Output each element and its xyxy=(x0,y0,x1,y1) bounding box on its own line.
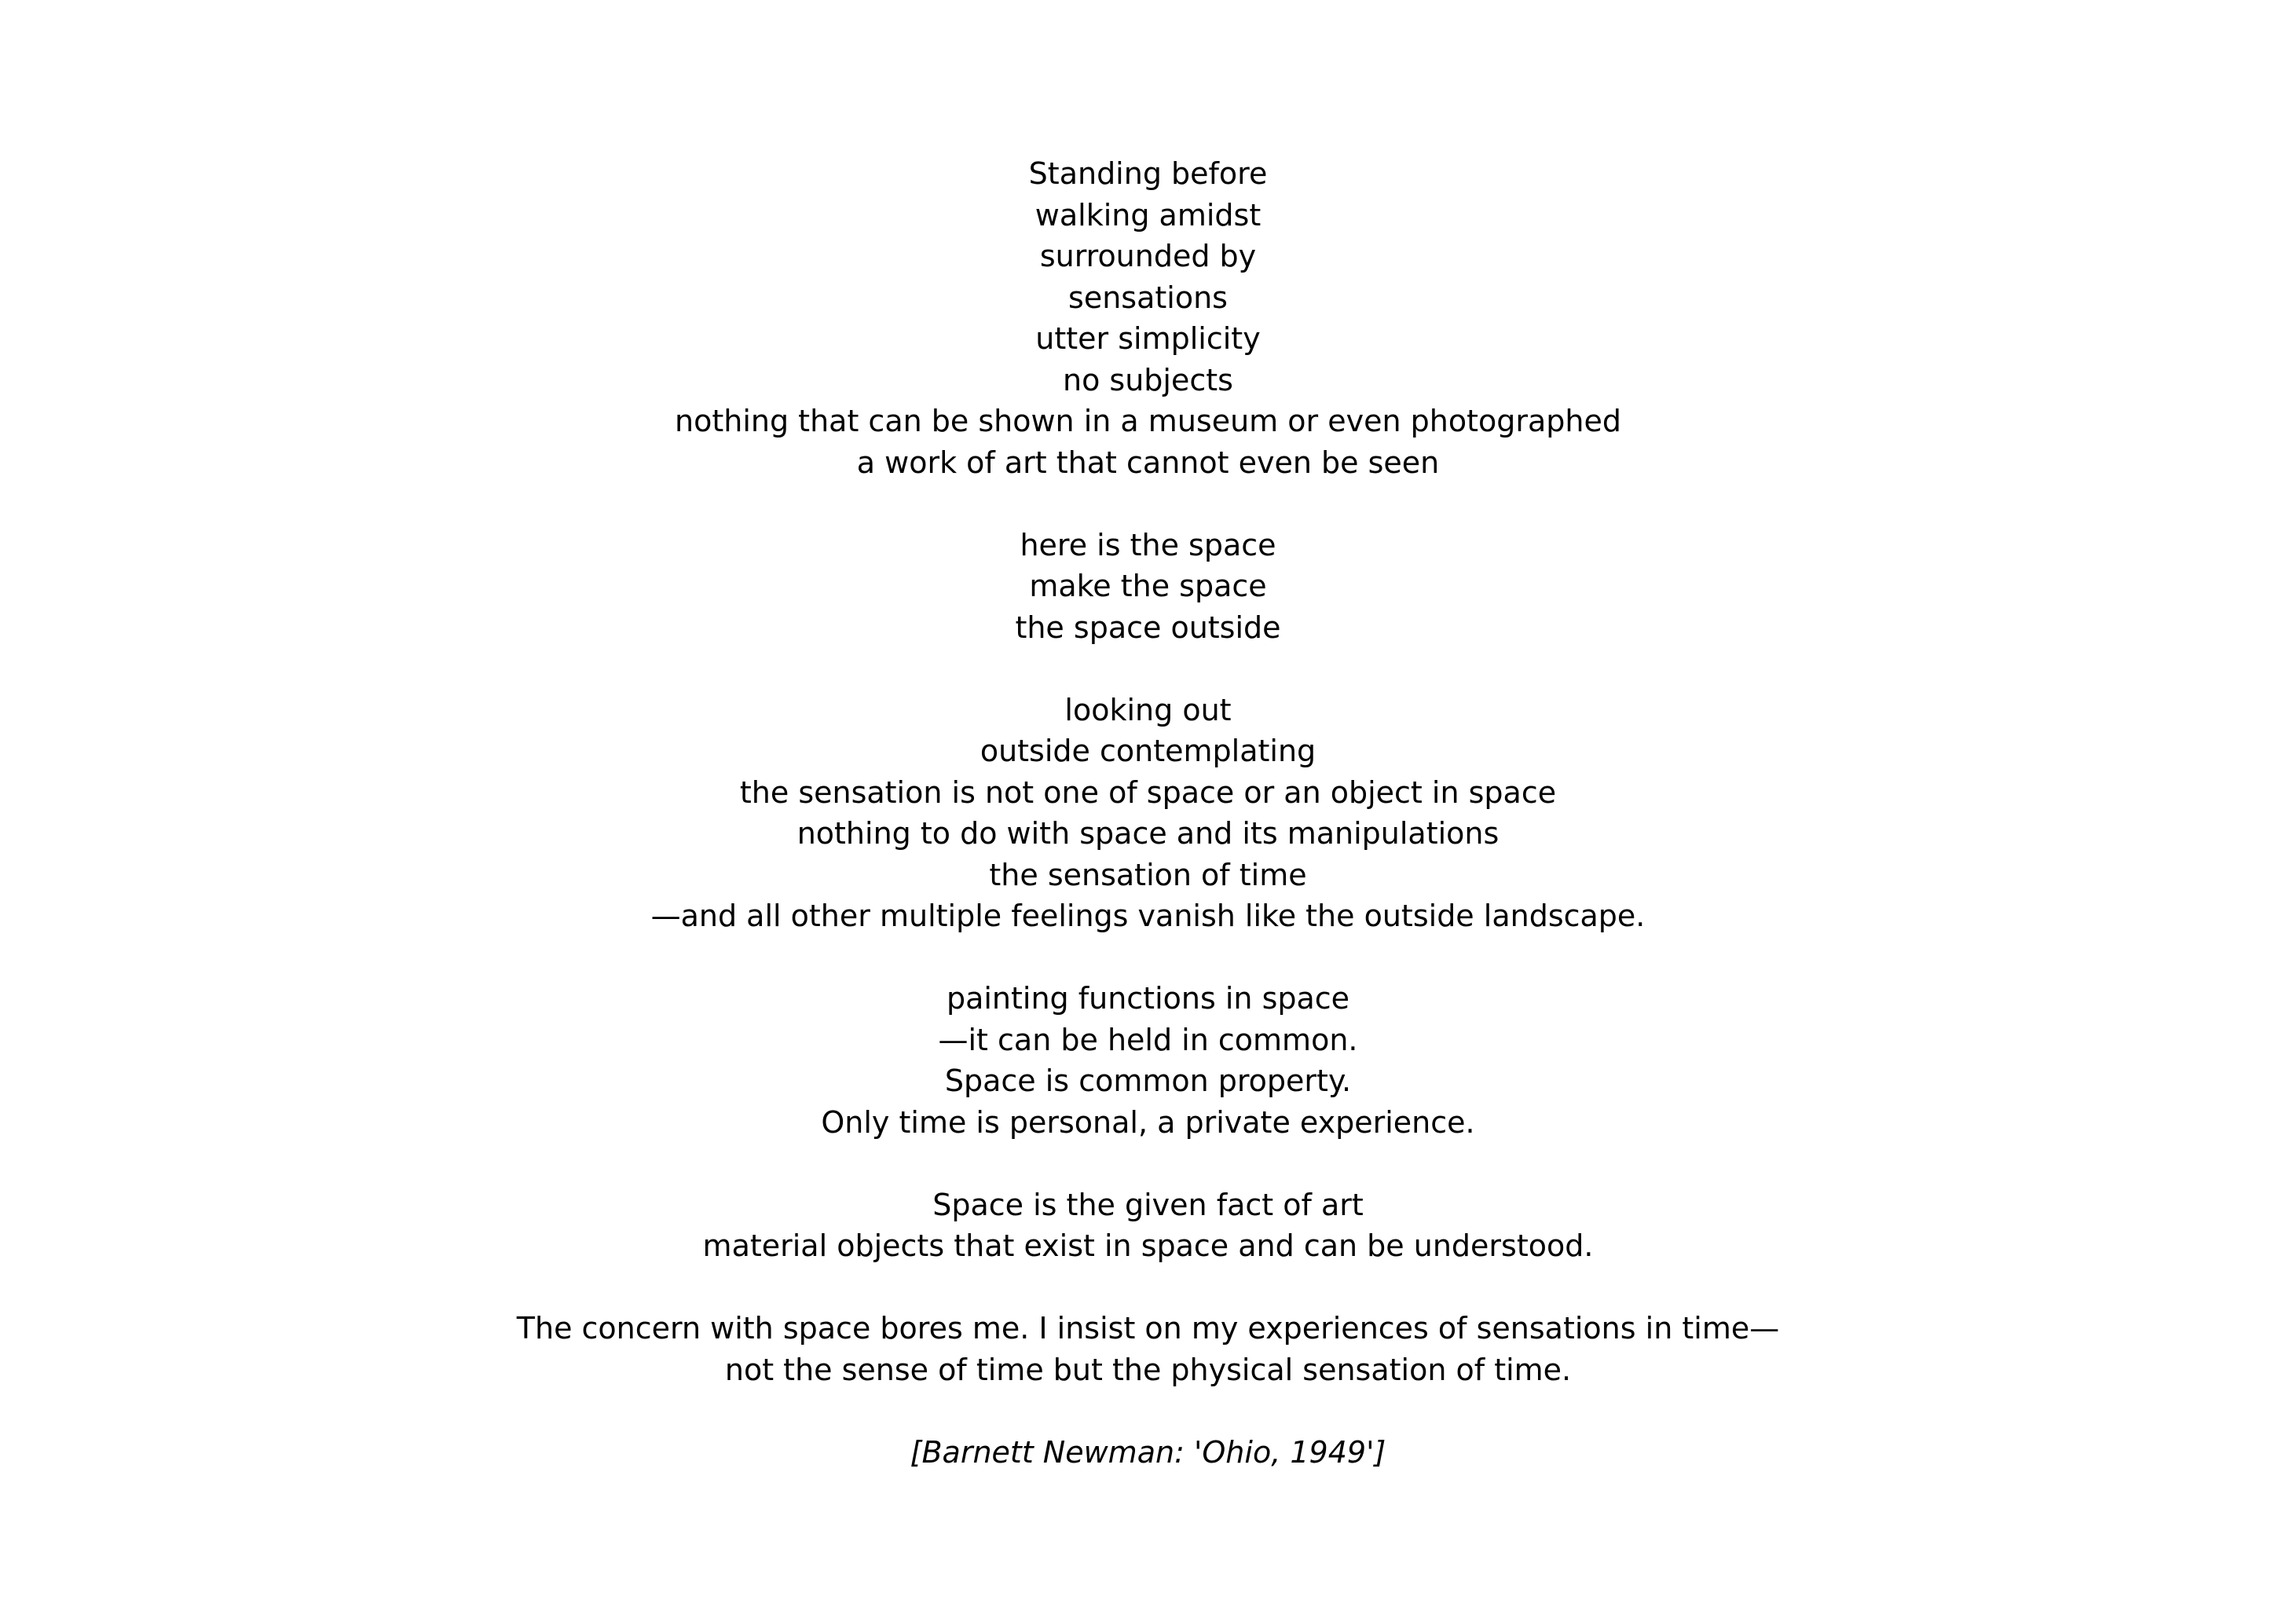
poem-line: painting functions in space xyxy=(946,981,1350,1016)
poem-line: Only time is personal, a private experience. xyxy=(821,1104,1475,1140)
stanza-2 xyxy=(0,525,2296,649)
poem-line: utter simplicity xyxy=(1035,321,1261,356)
stanza-5 xyxy=(0,1184,2296,1267)
stanza-1 xyxy=(0,153,2296,483)
poem-line: looking out xyxy=(1064,692,1232,727)
poem-line: —it can be held in common. xyxy=(938,1022,1358,1057)
poem-line: nothing to do with space and its manipulations xyxy=(796,816,1500,851)
poem-line: Space is common property. xyxy=(944,1064,1352,1098)
stanza-4 xyxy=(0,978,2296,1143)
poem-text xyxy=(0,153,2296,1473)
poem-line: outside contemplating xyxy=(980,734,1316,768)
poem-line: not the sense of time but the physical sensation of time. xyxy=(724,1352,1572,1387)
poem-line: walking amidst xyxy=(1034,197,1262,232)
poem-line: The concern with space bores me. I insist on my experiences of sensations in time— xyxy=(516,1311,1780,1346)
stanza-6 xyxy=(0,1308,2296,1390)
poem-line: the sensation is not one of space or an object in space xyxy=(739,774,1557,810)
poem-line: nothing that can be shown in a museum or even photographed xyxy=(675,404,1621,438)
poem-line: make the space xyxy=(1029,569,1267,603)
poem-line: the space outside xyxy=(1015,610,1281,645)
poem-line: material objects that exist in space and can be understood. xyxy=(702,1228,1594,1263)
poem-line: the sensation of time xyxy=(989,857,1307,892)
poem-line: here is the space xyxy=(1020,527,1276,562)
poem-line: a work of art that cannot even be seen xyxy=(856,445,1440,480)
poem-line: sensations xyxy=(1068,280,1228,315)
poem-line: no subjects xyxy=(1063,362,1233,397)
stanza-3 xyxy=(0,690,2296,937)
poem-line: Space is the given fact of art xyxy=(932,1187,1364,1222)
poem-line: —and all other multiple feelings vanish like the outside landscape. xyxy=(650,899,1646,933)
attribution: [Barnett Newman: 'Ohio, 1949'] xyxy=(910,1434,1386,1470)
poem-line: surrounded by xyxy=(1039,239,1257,273)
poem-line: Standing before xyxy=(1028,156,1268,191)
